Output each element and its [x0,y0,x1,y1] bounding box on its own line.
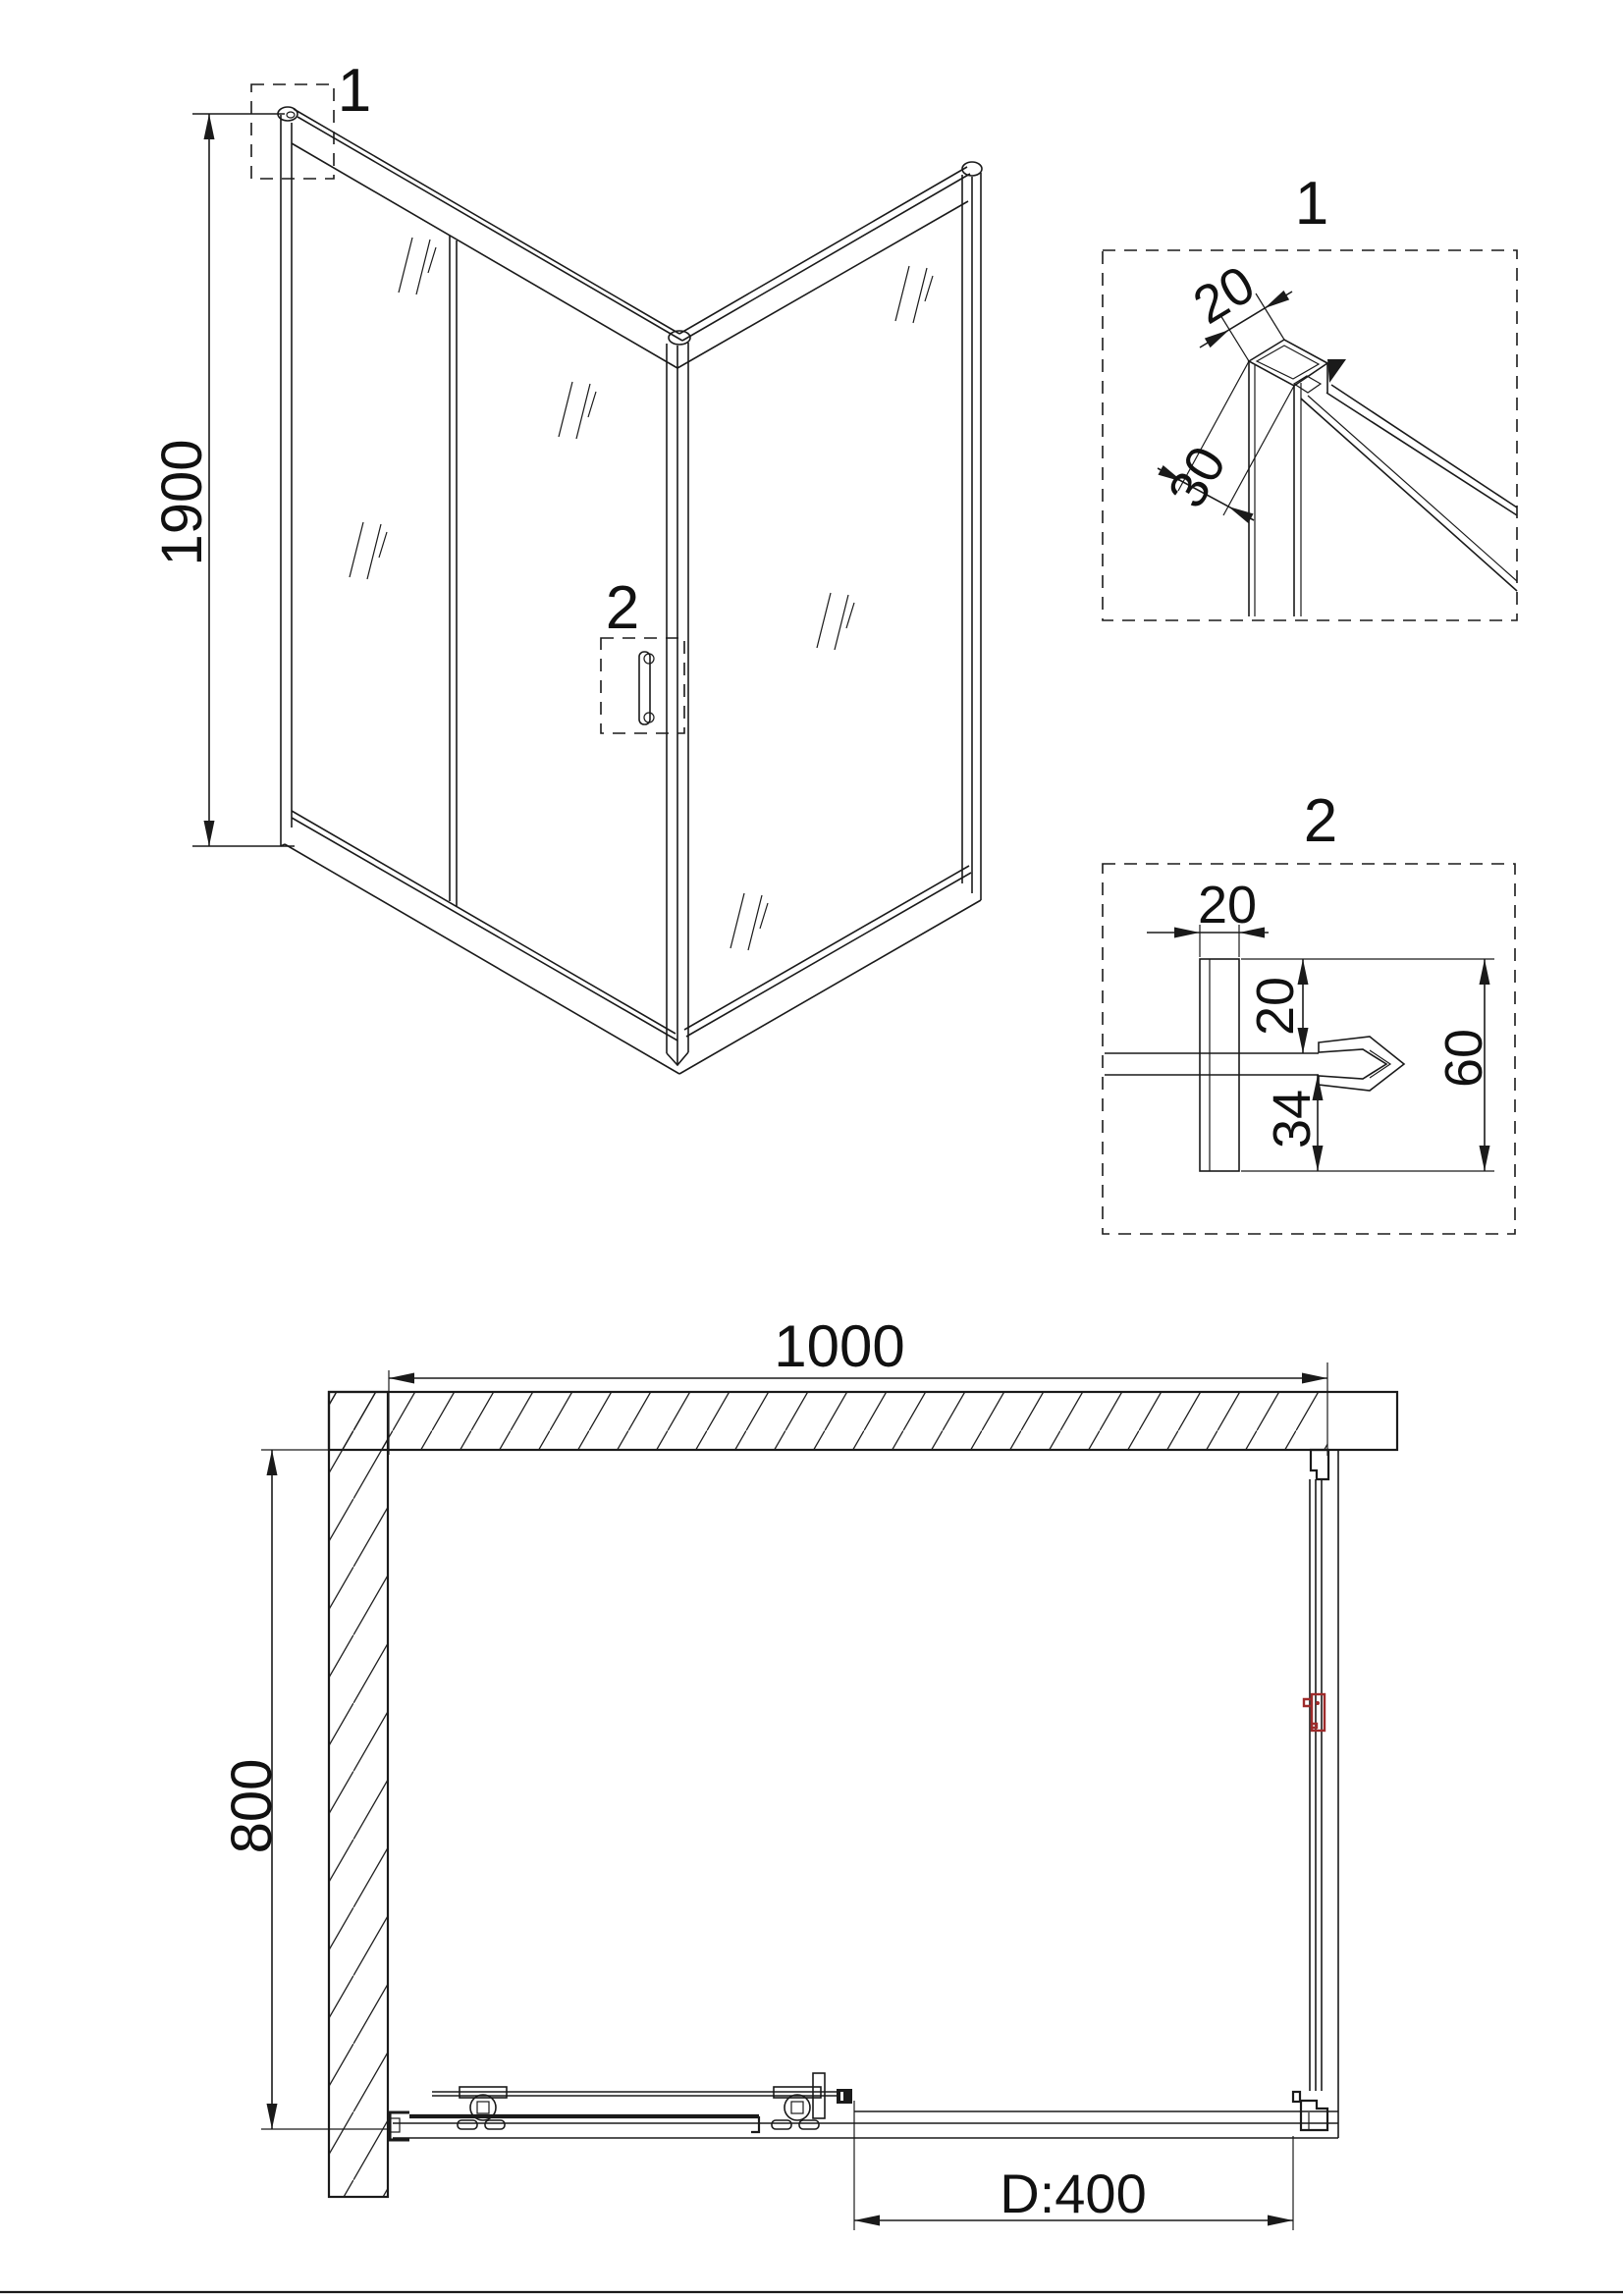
detail-2-overall-label: 60 [1434,1028,1493,1089]
door-width-label: D:400 [1000,2163,1147,2224]
shine-mark [399,238,436,294]
shine-mark [817,593,854,650]
height-dimension [150,114,295,846]
plan-view [220,1313,1397,2230]
shine-mark [559,382,596,439]
width-dimension-label: 1000 [774,1313,905,1379]
callout-2 [601,574,684,733]
side-bottom-rail [679,866,981,1074]
detail-1-dim-depth [1157,361,1294,523]
side-top-rail [677,162,982,368]
height-dimension-label: 1900 [150,439,214,566]
front-left-profile [278,107,298,846]
front-bottom-rail [281,811,679,1074]
detail-1-profile [1249,340,1517,616]
depth-dimension-label: 800 [220,1758,284,1854]
detail-2-dim-bottom-inset [1263,1075,1324,1171]
door-width-dimension [854,2101,1293,2230]
callout-1-label: 1 [337,57,372,125]
detail-2-profile-width-label: 20 [1197,876,1258,934]
top-wall [329,1392,1397,1450]
detail-view-2 [1103,787,1515,1234]
glass-shine-marks [350,238,933,950]
shine-mark [350,522,387,579]
door-end-cap [837,2089,852,2104]
detail-2-bottom-inset-label: 34 [1263,1089,1322,1149]
door-handle [639,652,654,724]
axonometric-view [150,57,982,1074]
detail-1-depth-label: 30 [1157,436,1238,518]
callout-2-label: 2 [605,574,640,642]
wall-bracket [390,2112,409,2140]
detail-1-title: 1 [1294,170,1329,238]
detail-2-title: 2 [1303,787,1338,855]
callout-1 [251,57,371,179]
shine-mark [730,893,768,950]
detail-view-1 [1103,170,1517,620]
side-right-profile [962,173,981,893]
side-panel-plan [1293,1450,1338,2138]
detail-1-width-label: 20 [1183,254,1265,336]
left-wall [329,1392,388,2197]
detail-2-dim-top-inset [1246,959,1309,1053]
front-top-rail [292,109,682,368]
detail-2-top-inset-label: 20 [1246,976,1305,1037]
shine-mark [895,266,933,323]
detail-2-dim-profile-width [1147,876,1269,957]
corner-post [667,331,690,1065]
bottom-track-assembly [390,2073,1338,2140]
door-divider-edge [450,236,457,906]
